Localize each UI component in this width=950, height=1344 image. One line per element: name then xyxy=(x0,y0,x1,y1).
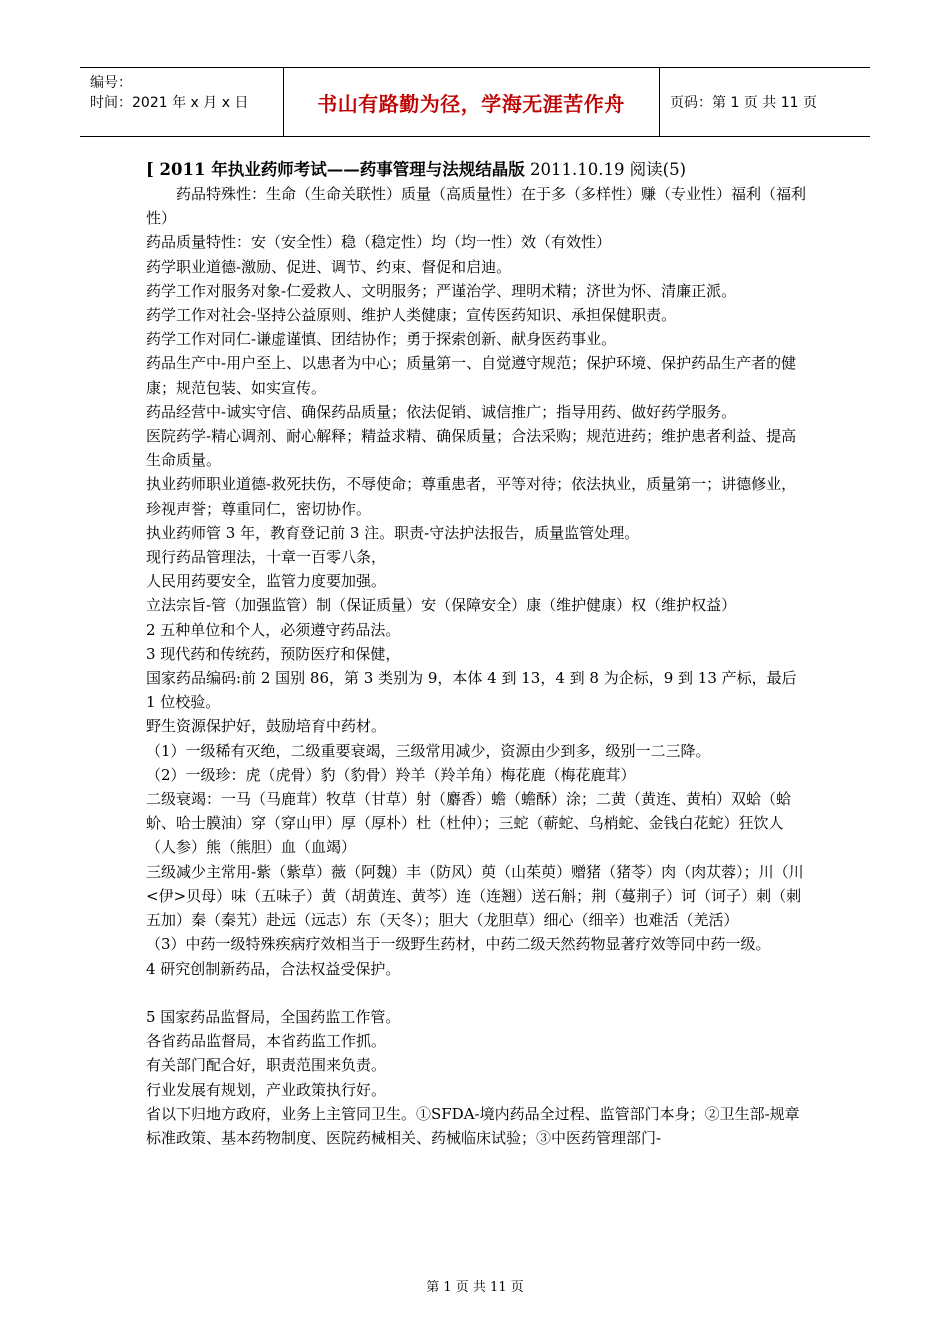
paragraph: （3）中药一级特殊疾病疗效相当于一级野生药材，中药二级天然药物显著疗效等同中药一级。 xyxy=(146,935,771,954)
paragraph: 二级衰竭：一马（马鹿茸）牧草（甘草）射（麝香）蟾（蟾酥）涂；二黄（黄连、黄柏）双蛤（蛤蚧、哈士膜油）穿（穿山甲）厚（厚朴）杜（杜仲）；三蛇（蕲蛇、乌梢蛇、金钱白花蛇）狂饮人（人参）熊（熊胆）血（血竭） xyxy=(146,790,792,857)
paragraph: 3 现代药和传统药，预防医疗和保健， xyxy=(146,644,401,663)
paragraph: 各省药品监督局，本省药监工作抓。 xyxy=(146,1032,387,1051)
paragraph: 野生资源保护好，鼓励培育中药材。 xyxy=(146,717,387,736)
paragraph: 药品质量特性：安（安全性）稳（稳定性）均（均一性）效（有效性） xyxy=(146,233,612,252)
title-main: [ 2011 年执业药师考试——药事管理与法规结晶版 xyxy=(146,160,525,179)
document-title xyxy=(146,158,806,182)
paragraph: 药学工作对社会-坚持公益原则、维护人类健康；宣传医药知识、承担保健职责。 xyxy=(146,306,677,325)
header-divider xyxy=(659,68,660,136)
paragraph: 立法宗旨-管（加强监管）制（保证质量）安（保障安全）康（维护健康）权（维护权益） xyxy=(146,596,737,615)
paragraph: 国家药品编码:前 2 国别 86，第 3 类别为 9，本体 4 到 13，4 到 8 为企标，9 到 13 产标，最后 1 位校验。 xyxy=(146,669,797,712)
paragraph: 执业药师职业道德-救死扶伤，不辱使命；尊重患者，平等对待；依法执业，质量第一；讲德修业，珍视声誉；尊重同仁，密切协作。 xyxy=(146,475,797,518)
paragraph: 人民用药要安全，监管力度要加强。 xyxy=(146,572,387,591)
paragraph: 4 研究创制新药品，合法权益受保护。 xyxy=(146,959,401,978)
header-motto: 书山有路勤为径，学海无涯苦作舟 xyxy=(317,91,625,116)
document-body xyxy=(146,158,806,1150)
paragraph: 药品经营中-诚实守信、确保药品质量；依法促销、诚信推广；指导用药、做好药学服务。 xyxy=(146,402,737,421)
header-page-code: 页码：第 1 页 共 11 页 xyxy=(670,95,817,111)
paragraph: 药学工作对服务对象-仁爱救人、文明服务；严谨治学、理明术精；济世为怀、清廉正派。 xyxy=(146,281,737,300)
paragraph: 省以下归地方政府，业务上主管同卫生。①SFDA-境内药品全过程、监管部门本身；②卫生部-规章标准政策、基本药物制度、医院药械相关、药械临床试验；③中医药管理部门- xyxy=(146,1104,800,1147)
paragraph: 5 国家药品监督局，全国药监工作管。 xyxy=(146,1007,401,1026)
paragraph: 2 五种单位和个人，必须遵守药品法。 xyxy=(146,620,401,639)
code-label: 编号： xyxy=(90,75,132,91)
paragraph: （1）一级稀有灭绝，二级重要衰竭，三级常用减少，资源由少到多，级别一二三降。 xyxy=(146,741,711,760)
paragraph: 药品特殊性：生命（生命关联性）质量（高质量性）在于多（多样性）赚（专业性）福利（福利性） xyxy=(146,185,807,228)
paragraph: （2）一级珍：虎（虎骨）豹（豹骨）羚羊（羚羊角）梅花鹿（梅花鹿茸） xyxy=(146,765,636,784)
paragraph: 医院药学-精心调剂、耐心解释；精益求精、确保质量；合法采购；规范进药；维护患者利益、提高生命质量。 xyxy=(146,427,797,470)
paragraph: 药学工作对同仁-谦虚谨慎、团结协作；勇于探索创新、献身医药事业。 xyxy=(146,330,617,349)
paragraph: 现行药品管理法，十章一百零八条， xyxy=(146,548,387,567)
title-date: 2011.10.19 阅读(5) xyxy=(524,160,687,179)
header-meta xyxy=(90,73,248,113)
paragraph: 行业发展有规划，产业政策执行好。 xyxy=(146,1080,387,1099)
paragraph: 执业药师管 3 年，教育登记前 3 注。职责-守法护法报告，质量监管处理。 xyxy=(146,523,640,542)
paragraph: 药学职业道德-激励、促进、调节、约束、督促和启迪。 xyxy=(146,257,512,276)
paragraph: 有关部门配合好，职责范围来负责。 xyxy=(146,1056,387,1075)
paragraph: 药品生产中-用户至上、以患者为中心；质量第一、自觉遵守规范；保护环境、保护药品生产者的健康；规范包装、如实宣传。 xyxy=(146,354,797,397)
time-label: 时间：2021 年 x 月 x 日 xyxy=(90,95,249,111)
paragraph xyxy=(146,981,806,1005)
page-header xyxy=(80,67,870,137)
paragraph: 三级减少主常用-紫（紫草）薇（阿魏）丰（防风）萸（山茱萸）赠猪（猪苓）肉（肉苁蓉）；川（川<伊>贝母）味（五味子）黄（胡黄连、黄芩）连（连翘）送石斛；荆（蔓荆子）诃（诃子）刺（刺五加）秦（秦艽）赴远（远志）东（天冬）；胆大（龙胆草）细心（细辛）也难活（羌活） xyxy=(146,862,804,930)
page-footer: 第 1 页 共 11 页 xyxy=(426,1280,524,1295)
paragraph-list xyxy=(146,182,806,1150)
